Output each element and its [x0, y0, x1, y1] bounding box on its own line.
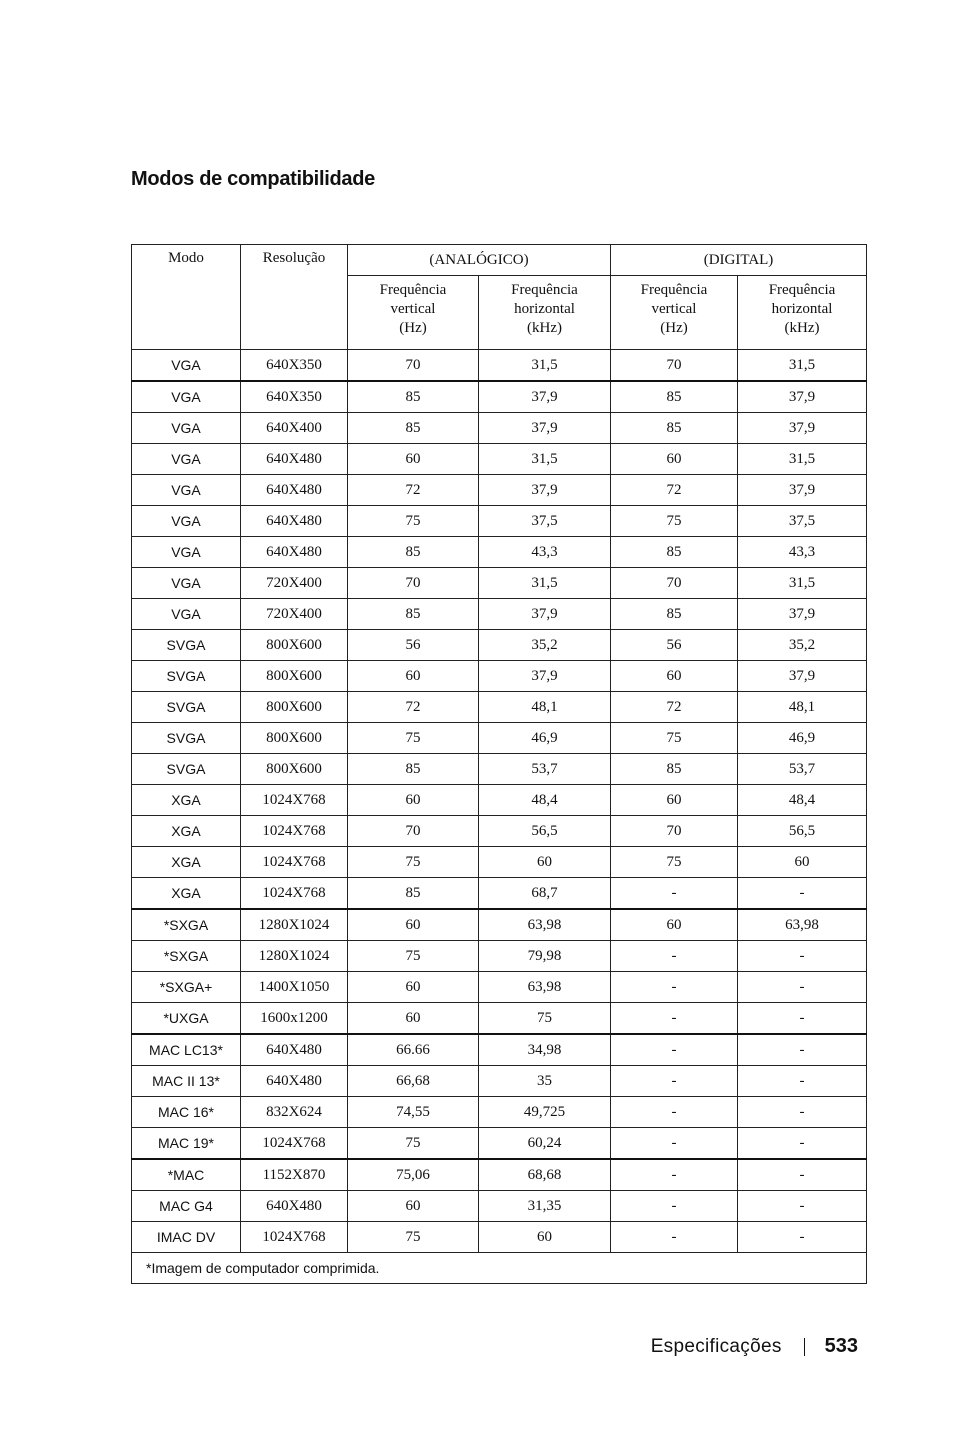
table-row [132, 1003, 867, 1035]
cell-analog-vertical: 75 [348, 847, 479, 878]
cell-mode: XGA [132, 816, 241, 847]
cell-resolution: 1024X768 [241, 785, 348, 816]
table-row [132, 847, 867, 878]
cell-digital-vertical: 60 [611, 785, 738, 816]
cell-resolution: 800X600 [241, 692, 348, 723]
cell-analog-horizontal: 35,2 [479, 630, 611, 661]
cell-analog-vertical: 66,68 [348, 1066, 479, 1097]
cell-resolution: 640X350 [241, 350, 348, 382]
cell-analog-horizontal: 68,68 [479, 1159, 611, 1191]
cell-digital-horizontal: - [738, 1003, 867, 1035]
cell-digital-horizontal: - [738, 1128, 867, 1160]
cell-analog-vertical: 85 [348, 754, 479, 785]
cell-digital-vertical: 60 [611, 444, 738, 475]
cell-digital-horizontal: - [738, 1222, 867, 1253]
cell-mode: MAC II 13* [132, 1066, 241, 1097]
cell-digital-vertical: 72 [611, 692, 738, 723]
table-row [132, 1066, 867, 1097]
cell-resolution: 1280X1024 [241, 941, 348, 972]
cell-digital-vertical: - [611, 941, 738, 972]
cell-analog-horizontal: 75 [479, 1003, 611, 1035]
cell-resolution: 1024X768 [241, 878, 348, 910]
table-body [132, 350, 867, 1253]
cell-analog-horizontal: 53,7 [479, 754, 611, 785]
cell-analog-horizontal: 60 [479, 847, 611, 878]
cell-analog-horizontal: 37,9 [479, 475, 611, 506]
table-row [132, 909, 867, 941]
cell-analog-horizontal: 34,98 [479, 1034, 611, 1066]
table-row [132, 661, 867, 692]
cell-analog-horizontal: 63,98 [479, 972, 611, 1003]
cell-digital-horizontal: 60 [738, 847, 867, 878]
cell-digital-vertical: - [611, 1097, 738, 1128]
cell-resolution: 1024X768 [241, 816, 348, 847]
cell-digital-horizontal: 35,2 [738, 630, 867, 661]
header-analog-horizontal: Frequência horizontal (kHz) [479, 276, 611, 350]
table-row [132, 1034, 867, 1066]
header-digital-vertical: Frequência vertical (Hz) [611, 276, 738, 350]
page-footer [651, 1335, 858, 1358]
cell-analog-horizontal: 46,9 [479, 723, 611, 754]
table-row [132, 506, 867, 537]
cell-mode: MAC 19* [132, 1128, 241, 1160]
footer-separator [804, 1338, 805, 1356]
table-row [132, 972, 867, 1003]
cell-mode: IMAC DV [132, 1222, 241, 1253]
cell-analog-horizontal: 60 [479, 1222, 611, 1253]
cell-digital-horizontal: - [738, 878, 867, 910]
cell-digital-vertical: 85 [611, 413, 738, 444]
cell-digital-horizontal: 37,9 [738, 475, 867, 506]
cell-analog-horizontal: 79,98 [479, 941, 611, 972]
cell-mode: XGA [132, 847, 241, 878]
cell-digital-horizontal: - [738, 1034, 867, 1066]
cell-analog-horizontal: 48,1 [479, 692, 611, 723]
header-resolution: Resolução [241, 245, 348, 350]
cell-mode: MAC LC13* [132, 1034, 241, 1066]
cell-analog-vertical: 66.66 [348, 1034, 479, 1066]
table-row [132, 444, 867, 475]
cell-resolution: 640X480 [241, 1191, 348, 1222]
cell-mode: *UXGA [132, 1003, 241, 1035]
cell-analog-vertical: 60 [348, 661, 479, 692]
cell-digital-vertical: 70 [611, 568, 738, 599]
cell-mode: VGA [132, 506, 241, 537]
cell-analog-vertical: 75,06 [348, 1159, 479, 1191]
cell-digital-vertical: 56 [611, 630, 738, 661]
cell-analog-vertical: 75 [348, 506, 479, 537]
table-row [132, 475, 867, 506]
cell-digital-vertical: 85 [611, 537, 738, 568]
table-row [132, 599, 867, 630]
cell-digital-vertical: - [611, 1003, 738, 1035]
cell-digital-vertical: - [611, 1034, 738, 1066]
cell-digital-vertical: - [611, 1159, 738, 1191]
cell-analog-vertical: 75 [348, 941, 479, 972]
cell-mode: VGA [132, 381, 241, 413]
cell-digital-horizontal: 37,9 [738, 381, 867, 413]
cell-digital-vertical: - [611, 972, 738, 1003]
cell-resolution: 1600x1200 [241, 1003, 348, 1035]
cell-analog-horizontal: 37,5 [479, 506, 611, 537]
cell-resolution: 640X480 [241, 537, 348, 568]
cell-mode: MAC G4 [132, 1191, 241, 1222]
table-row [132, 1097, 867, 1128]
cell-resolution: 640X480 [241, 444, 348, 475]
cell-digital-vertical: 60 [611, 909, 738, 941]
table-row [132, 630, 867, 661]
cell-resolution: 800X600 [241, 723, 348, 754]
cell-digital-horizontal: - [738, 941, 867, 972]
header-mode: Modo [132, 245, 241, 350]
cell-resolution: 640X480 [241, 1034, 348, 1066]
cell-resolution: 800X600 [241, 661, 348, 692]
cell-digital-vertical: - [611, 878, 738, 910]
cell-analog-vertical: 56 [348, 630, 479, 661]
cell-analog-horizontal: 37,9 [479, 661, 611, 692]
cell-digital-vertical: 75 [611, 847, 738, 878]
table-row [132, 568, 867, 599]
table-row [132, 692, 867, 723]
cell-digital-horizontal: - [738, 1159, 867, 1191]
cell-analog-vertical: 70 [348, 816, 479, 847]
cell-mode: *SXGA [132, 909, 241, 941]
cell-digital-horizontal: - [738, 1066, 867, 1097]
cell-resolution: 1400X1050 [241, 972, 348, 1003]
cell-resolution: 1024X768 [241, 1222, 348, 1253]
cell-analog-vertical: 60 [348, 909, 479, 941]
cell-digital-horizontal: 53,7 [738, 754, 867, 785]
cell-digital-vertical: - [611, 1191, 738, 1222]
cell-digital-vertical: 70 [611, 350, 738, 382]
cell-analog-vertical: 72 [348, 692, 479, 723]
cell-mode: SVGA [132, 723, 241, 754]
cell-digital-horizontal: 63,98 [738, 909, 867, 941]
table-row [132, 1128, 867, 1160]
cell-analog-vertical: 70 [348, 568, 479, 599]
cell-digital-horizontal: 31,5 [738, 444, 867, 475]
table-row [132, 1159, 867, 1191]
cell-mode: XGA [132, 785, 241, 816]
cell-analog-horizontal: 56,5 [479, 816, 611, 847]
cell-analog-vertical: 85 [348, 381, 479, 413]
cell-mode: *MAC [132, 1159, 241, 1191]
cell-analog-vertical: 85 [348, 413, 479, 444]
cell-analog-horizontal: 31,5 [479, 568, 611, 599]
cell-mode: SVGA [132, 630, 241, 661]
cell-digital-vertical: 85 [611, 754, 738, 785]
cell-resolution: 1024X768 [241, 847, 348, 878]
cell-digital-horizontal: 37,9 [738, 599, 867, 630]
cell-analog-vertical: 85 [348, 537, 479, 568]
cell-analog-vertical: 85 [348, 878, 479, 910]
cell-resolution: 1280X1024 [241, 909, 348, 941]
cell-resolution: 800X600 [241, 754, 348, 785]
cell-analog-horizontal: 63,98 [479, 909, 611, 941]
cell-digital-vertical: 75 [611, 723, 738, 754]
cell-mode: VGA [132, 413, 241, 444]
table-row [132, 878, 867, 910]
cell-analog-horizontal: 37,9 [479, 413, 611, 444]
cell-analog-vertical: 60 [348, 444, 479, 475]
table-footnote: *Imagem de computador comprimida. [132, 1253, 867, 1284]
cell-analog-horizontal: 31,5 [479, 444, 611, 475]
cell-digital-horizontal: - [738, 1191, 867, 1222]
cell-digital-vertical: 75 [611, 506, 738, 537]
cell-digital-horizontal: 46,9 [738, 723, 867, 754]
cell-digital-vertical: 85 [611, 599, 738, 630]
cell-digital-horizontal: 43,3 [738, 537, 867, 568]
cell-analog-horizontal: 35 [479, 1066, 611, 1097]
cell-digital-vertical: 72 [611, 475, 738, 506]
cell-mode: SVGA [132, 754, 241, 785]
cell-mode: SVGA [132, 692, 241, 723]
cell-analog-vertical: 85 [348, 599, 479, 630]
cell-analog-horizontal: 37,9 [479, 599, 611, 630]
cell-digital-vertical: 60 [611, 661, 738, 692]
cell-analog-horizontal: 37,9 [479, 381, 611, 413]
cell-analog-vertical: 60 [348, 785, 479, 816]
cell-mode: *SXGA [132, 941, 241, 972]
compatibility-table [131, 244, 867, 1284]
cell-resolution: 640X480 [241, 475, 348, 506]
cell-digital-vertical: - [611, 1066, 738, 1097]
cell-mode: VGA [132, 537, 241, 568]
table-row [132, 350, 867, 382]
cell-analog-vertical: 60 [348, 972, 479, 1003]
cell-digital-vertical: 70 [611, 816, 738, 847]
cell-analog-vertical: 72 [348, 475, 479, 506]
cell-digital-vertical: - [611, 1128, 738, 1160]
cell-digital-vertical: 85 [611, 381, 738, 413]
cell-mode: VGA [132, 568, 241, 599]
table-row [132, 1191, 867, 1222]
cell-mode: VGA [132, 599, 241, 630]
cell-analog-horizontal: 68,7 [479, 878, 611, 910]
cell-resolution: 640X400 [241, 413, 348, 444]
cell-resolution: 720X400 [241, 568, 348, 599]
cell-analog-horizontal: 43,3 [479, 537, 611, 568]
cell-mode: VGA [132, 350, 241, 382]
cell-mode: VGA [132, 475, 241, 506]
cell-digital-horizontal: 56,5 [738, 816, 867, 847]
table-row [132, 1222, 867, 1253]
cell-analog-vertical: 70 [348, 350, 479, 382]
cell-resolution: 800X600 [241, 630, 348, 661]
table-row [132, 785, 867, 816]
cell-digital-horizontal: - [738, 972, 867, 1003]
cell-mode: *SXGA+ [132, 972, 241, 1003]
cell-analog-vertical: 60 [348, 1191, 479, 1222]
table-row [132, 537, 867, 568]
cell-mode: SVGA [132, 661, 241, 692]
page-title: Modos de compatibilidade [131, 168, 375, 190]
cell-digital-horizontal: 48,4 [738, 785, 867, 816]
cell-analog-vertical: 60 [348, 1003, 479, 1035]
cell-digital-horizontal: 37,9 [738, 413, 867, 444]
footer-section: Especificações [650, 1335, 782, 1357]
table-row [132, 754, 867, 785]
cell-analog-vertical: 75 [348, 723, 479, 754]
header-digital-horizontal: Frequência horizontal (kHz) [738, 276, 867, 350]
page-number: 533 [824, 1335, 858, 1357]
cell-mode: VGA [132, 444, 241, 475]
cell-resolution: 720X400 [241, 599, 348, 630]
table-row [132, 723, 867, 754]
cell-analog-horizontal: 60,24 [479, 1128, 611, 1160]
cell-resolution: 640X480 [241, 1066, 348, 1097]
cell-digital-horizontal: 31,5 [738, 350, 867, 382]
cell-analog-vertical: 75 [348, 1128, 479, 1160]
cell-analog-vertical: 75 [348, 1222, 479, 1253]
cell-resolution: 1024X768 [241, 1128, 348, 1160]
cell-digital-horizontal: 37,5 [738, 506, 867, 537]
header-digital: (DIGITAL) [611, 245, 867, 276]
cell-resolution: 640X480 [241, 506, 348, 537]
cell-digital-horizontal: - [738, 1097, 867, 1128]
cell-analog-horizontal: 31,5 [479, 350, 611, 382]
cell-resolution: 832X624 [241, 1097, 348, 1128]
cell-digital-horizontal: 37,9 [738, 661, 867, 692]
cell-digital-horizontal: 48,1 [738, 692, 867, 723]
cell-analog-horizontal: 49,725 [479, 1097, 611, 1128]
cell-analog-horizontal: 48,4 [479, 785, 611, 816]
cell-digital-horizontal: 31,5 [738, 568, 867, 599]
cell-analog-horizontal: 31,35 [479, 1191, 611, 1222]
table-row [132, 413, 867, 444]
cell-resolution: 640X350 [241, 381, 348, 413]
header-analog: (ANALÓGICO) [348, 245, 611, 276]
cell-digital-vertical: - [611, 1222, 738, 1253]
table-row [132, 816, 867, 847]
table-row [132, 941, 867, 972]
header-analog-vertical: Frequência vertical (Hz) [348, 276, 479, 350]
cell-resolution: 1152X870 [241, 1159, 348, 1191]
cell-mode: XGA [132, 878, 241, 910]
cell-mode: MAC 16* [132, 1097, 241, 1128]
cell-analog-vertical: 74,55 [348, 1097, 479, 1128]
table-row [132, 381, 867, 413]
